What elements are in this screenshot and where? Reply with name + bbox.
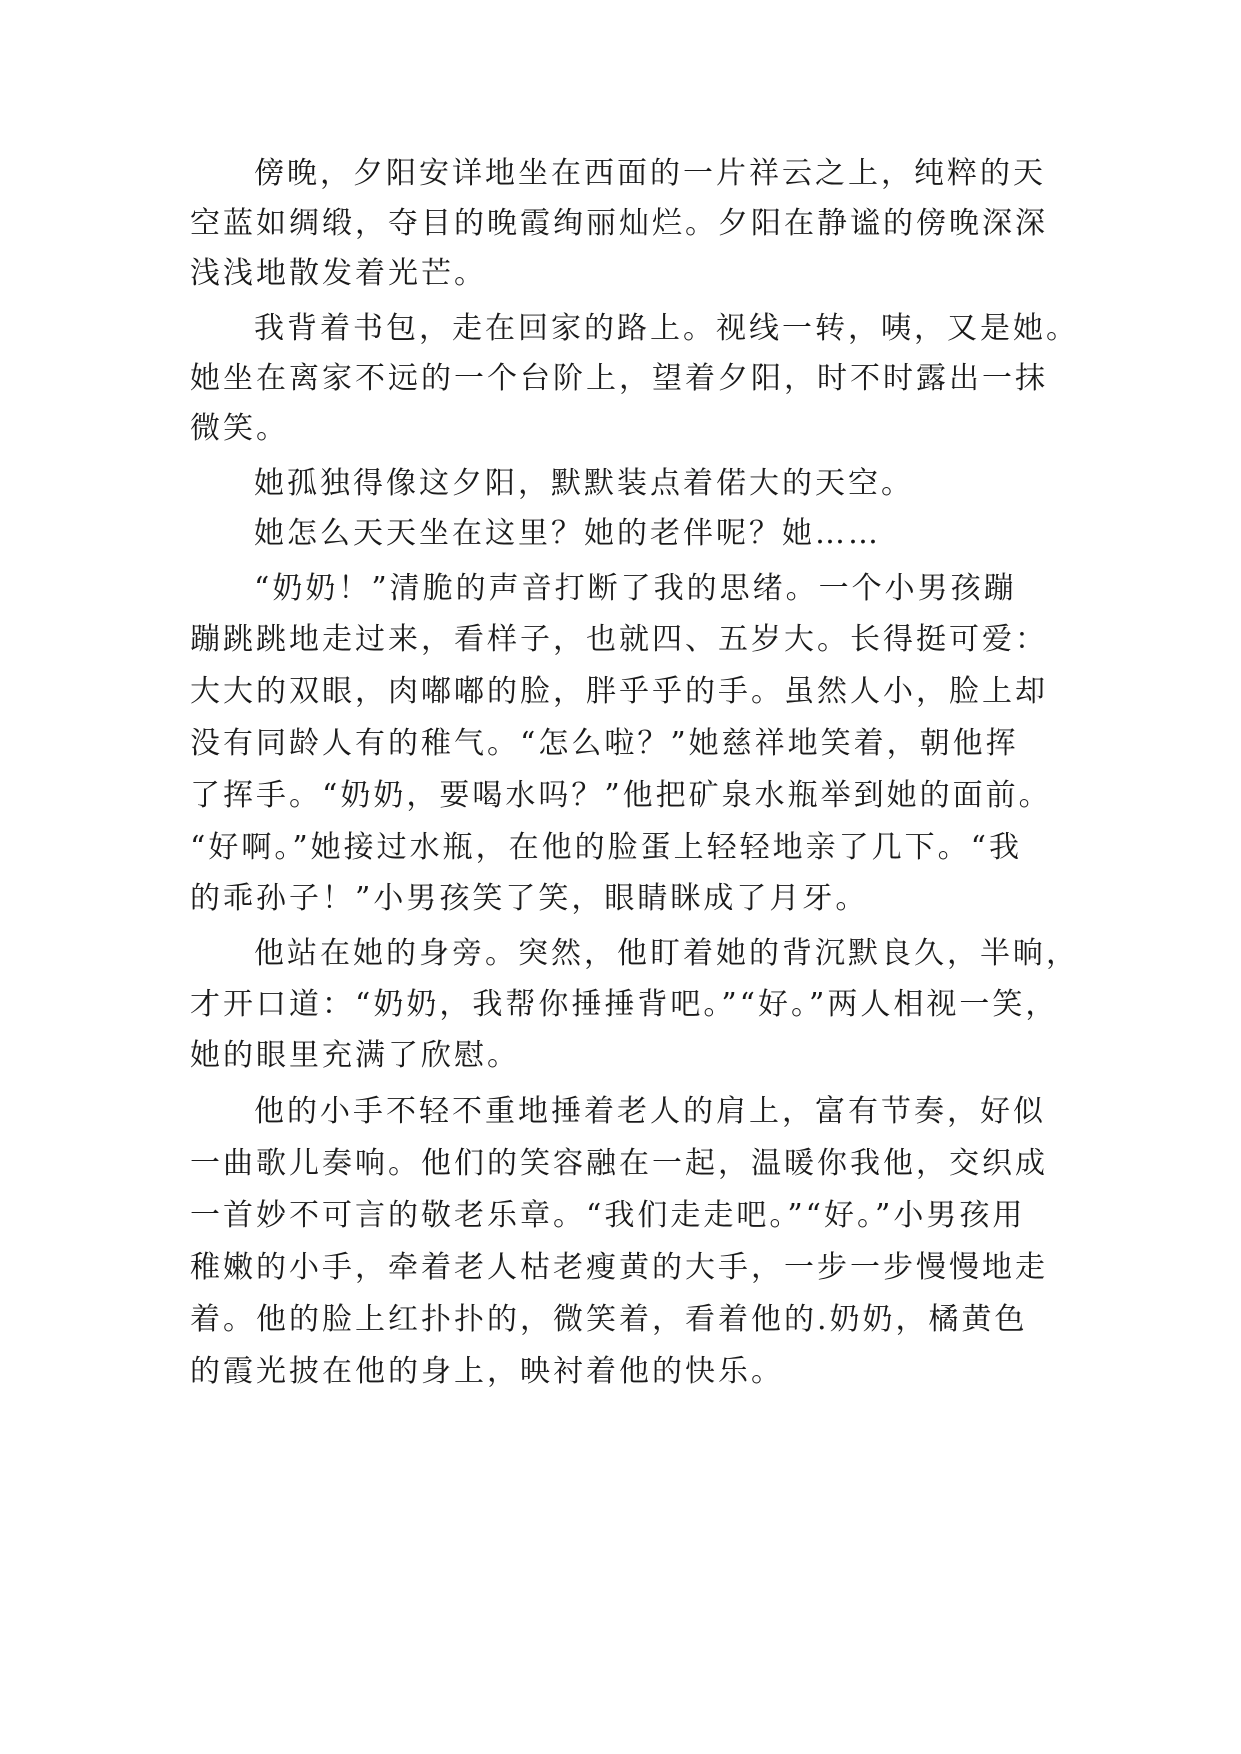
text-line: “好啊。”她接过水瓶，在他的脸蛋上轻轻地亲了几下。“我 xyxy=(190,830,1023,865)
text-line: 她的眼里充满了欣慰。 xyxy=(190,1038,520,1073)
text-line: “奶奶！”清脆的声音打断了我的思绪。一个小男孩蹦 xyxy=(254,571,1017,606)
text-line: 空蓝如绸缎，夺目的晚霞绚丽灿烂。夕阳在静谧的傍晚深深 xyxy=(190,206,1048,241)
text-line: 没有同龄人有的稚气。“怎么啦？”她慈祥地笑着，朝他挥 xyxy=(190,726,1019,761)
text-line: 微笑。 xyxy=(190,411,289,446)
text-line: 她怎么天天坐在这里？她的老伴呢？她…… xyxy=(254,516,881,551)
text-line: 傍晚，夕阳安详地坐在西面的一片祥云之上，纯粹的天 xyxy=(254,156,1046,191)
text-line: 我背着书包，走在回家的路上。视线一转，咦，又是她。 xyxy=(254,311,1079,346)
text-line: 的霞光披在他的身上，映衬着他的快乐。 xyxy=(190,1354,784,1389)
text-line: 蹦跳跳地走过来，看样子，也就四、五岁大。长得挺可爱： xyxy=(190,622,1048,657)
text-line: 她孤独得像这夕阳，默默装点着偌大的天空。 xyxy=(254,466,914,501)
text-line: 才开口道：“奶奶，我帮你捶捶背吧。”“好。”两人相视一笑， xyxy=(190,987,1059,1022)
text-line: 她坐在离家不远的一个台阶上，望着夕阳，时不时露出一抹 xyxy=(190,361,1048,396)
text-line: 他的小手不轻不重地捶着老人的肩上，富有节奏，好似 xyxy=(254,1094,1046,1129)
text-line: 大大的双眼，肉嘟嘟的脸，胖乎乎的手。虽然人小，脸上却 xyxy=(190,674,1048,709)
text-line: 他站在她的身旁。突然，他盯着她的背沉默良久，半晌， xyxy=(254,936,1079,971)
text-line: 一首妙不可言的敬老乐章。“我们走走吧。”“好。”小男孩用 xyxy=(190,1198,1026,1233)
text-line: 的乖孙子！”小男孩笑了笑，眼睛眯成了月牙。 xyxy=(190,881,869,916)
text-line: 浅浅地散发着光芒。 xyxy=(190,256,487,291)
text-line: 稚嫩的小手，牵着老人枯老瘦黄的大手，一步一步慢慢地走 xyxy=(190,1250,1048,1285)
text-line: 一曲歌儿奏响。他们的笑容融在一起，温暖你我他，交织成 xyxy=(190,1146,1048,1181)
text-line: 着。他的脸上红扑扑的，微笑着，看着他的.奶奶，橘黄色 xyxy=(190,1302,1028,1337)
text-line: 了挥手。“奶奶，要喝水吗？”他把矿泉水瓶举到她的面前。 xyxy=(190,778,1052,813)
